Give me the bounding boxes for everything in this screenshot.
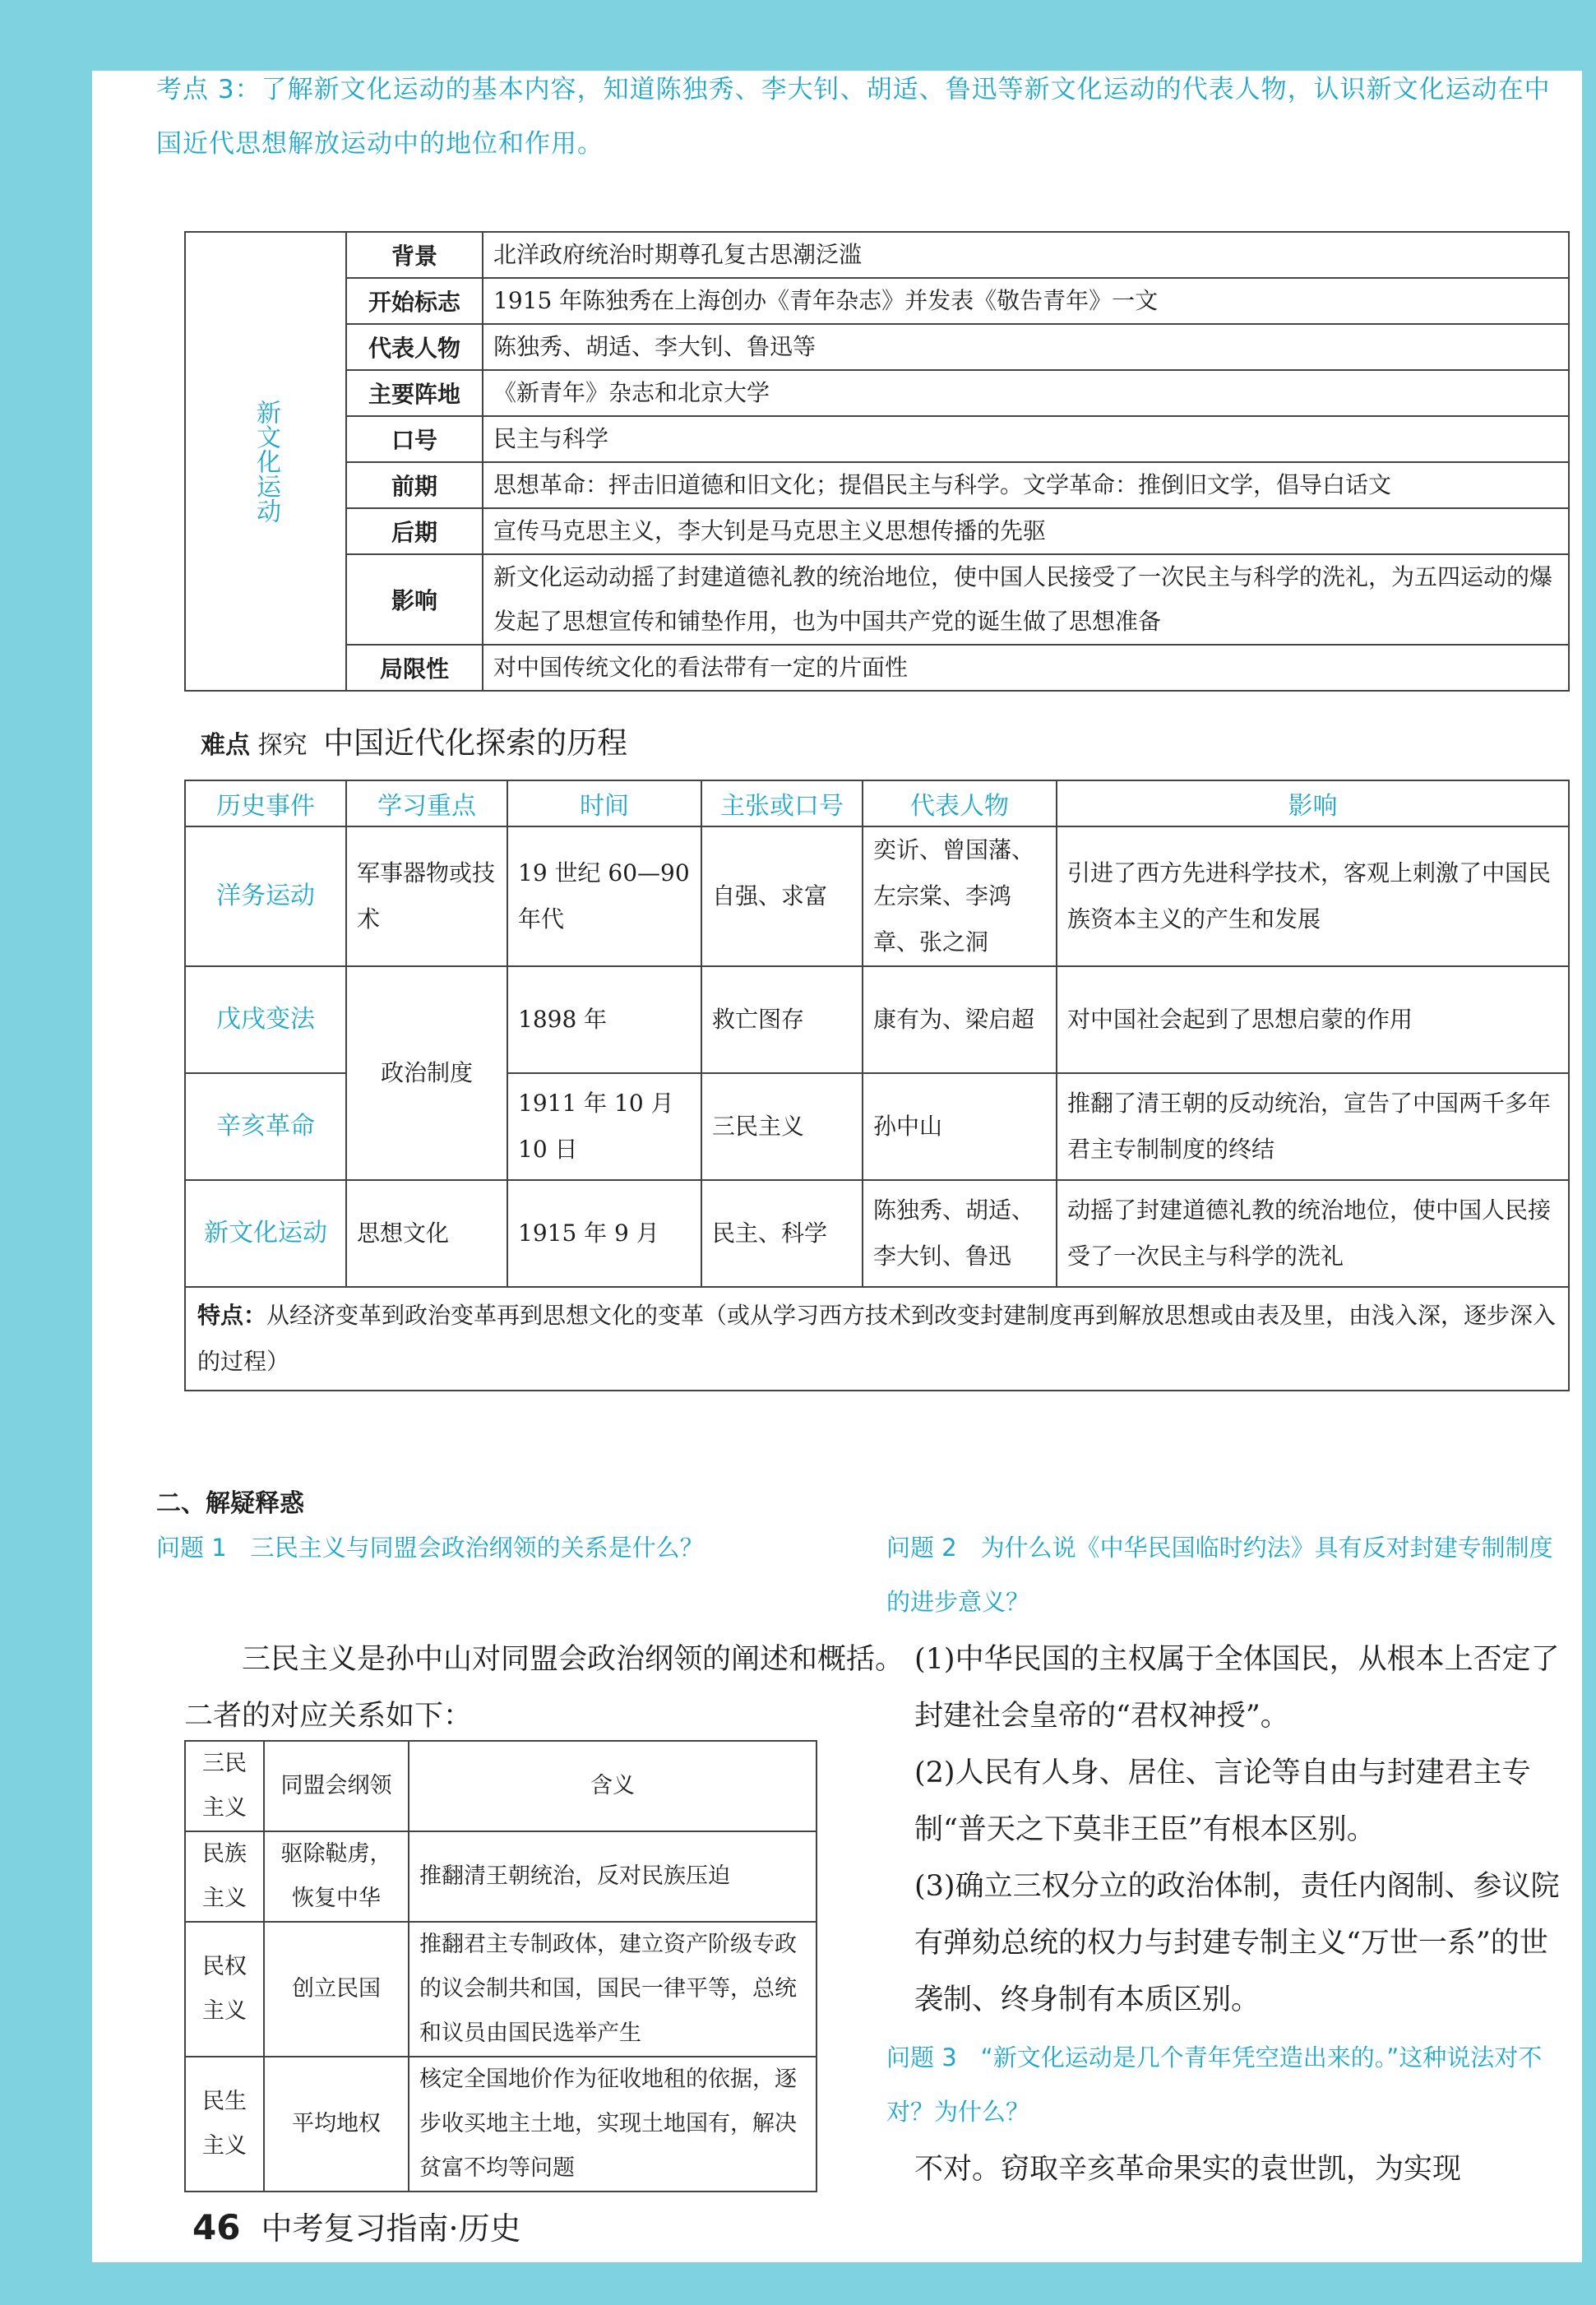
cell: 1898 年 [507, 966, 701, 1073]
col-header: 同盟会纲领 [264, 1741, 409, 1831]
cell: 引进了西方先进科学技术，客观上刺激了中国民族资本主义的产生和发展 [1057, 826, 1569, 966]
row-value: 对中国传统文化的看法带有一定的片面性 [483, 645, 1569, 691]
question-2: 问题 2 为什么说《中华民国临时约法》具有反对封建专制制度的进步意义？ [886, 1534, 1553, 1616]
sanmin-table [184, 1740, 817, 2192]
row-value: 1915 年陈独秀在上海创办《青年杂志》并发表《敬告青年》一文 [483, 278, 1569, 324]
row-key: 影响 [346, 554, 483, 645]
feature-text: 从经济变革到政治变革再到思想文化的变革（或从学习西方技术到改变封建制度再到解放思想或由表及里，由浅入深，逐步深入的过程） [197, 1302, 1557, 1375]
question-2-item: (3)确立三权分立的政治体制，责任内阁制、参议院有弹劾总统的权力与封建专制主义“万世一系”的世袭制、终身制有本质区别。 [914, 1870, 1560, 2016]
modernization-table [184, 780, 1570, 1391]
cell: 核定全国地价作为征收地租的依据，逐步收买地主土地，实现土地国有，解决贫富不均等问题 [409, 2057, 817, 2192]
cell: 动摇了封建道德礼教的统治地位，使中国人民接受了一次民主与科学的洗礼 [1057, 1180, 1569, 1287]
cell: 陈独秀、胡适、李大钊、鲁迅 [863, 1180, 1057, 1287]
cell: 1915 年 9 月 [507, 1180, 701, 1287]
col-header: 历史事件 [185, 780, 346, 826]
page-number: 46 [192, 2207, 241, 2247]
cell: 民权主义 [185, 1922, 264, 2057]
row-value: 陈独秀、胡适、李大钊、鲁迅等 [483, 324, 1569, 370]
page [92, 71, 1582, 2262]
cell: 推翻了清王朝的反动统治，宣告了中国两千多年君主专制制度的终结 [1057, 1073, 1569, 1180]
cell: 三民主义 [701, 1073, 863, 1180]
cell: 思想文化 [346, 1180, 507, 1287]
event-name: 辛亥革命 [185, 1073, 346, 1180]
cell: 奕䜣、曾国藩、左宗棠、李鸿章、张之洞 [863, 826, 1057, 966]
page-footer [192, 2203, 521, 2248]
col-header: 含义 [409, 1741, 817, 1831]
table-side-label: 新文化运动 [185, 232, 346, 691]
row-key: 局限性 [346, 645, 483, 691]
row-value: 宣传马克思主义，李大钊是马克思主义思想传播的先驱 [483, 508, 1569, 554]
col-header: 学习重点 [346, 780, 507, 826]
col-header: 主张或口号 [701, 780, 863, 826]
cell: 康有为、梁启超 [863, 966, 1057, 1073]
row-key: 口号 [346, 416, 483, 462]
cell: 救亡图存 [701, 966, 863, 1073]
row-key: 代表人物 [346, 324, 483, 370]
nandian-heading [201, 718, 627, 762]
row-value: 新文化运动动摇了封建道德礼教的统治地位，使中国人民接受了一次民主与科学的洗礼，为五四运动的爆发起了思想宣传和铺垫作用，也为中国共产党的诞生做了思想准备 [483, 554, 1569, 645]
row-key: 开始标志 [346, 278, 483, 324]
cell: 平均地权 [264, 2057, 409, 2192]
book-title: 中考复习指南·历史 [261, 2210, 521, 2247]
new-culture-table [184, 231, 1570, 692]
col-header: 影响 [1057, 780, 1569, 826]
row-key: 背景 [346, 232, 483, 278]
event-name: 新文化运动 [185, 1180, 346, 1287]
section-heading: 二、解疑释惑 [156, 1489, 304, 1518]
cell: 19 世纪 60—90 年代 [507, 826, 701, 966]
cell: 军事器物或技术 [346, 826, 507, 966]
col-header: 代表人物 [863, 780, 1057, 826]
cell: 对中国社会起到了思想启蒙的作用 [1057, 966, 1569, 1073]
cell: 民主、科学 [701, 1180, 863, 1287]
cell: 创立民国 [264, 1922, 409, 2057]
row-value: 思想革命：抨击旧道德和旧文化；提倡民主与科学。文学革命：推倒旧文学，倡导白话文 [483, 462, 1569, 508]
event-name: 洋务运动 [185, 826, 346, 966]
question-3-answer: 不对。窃取辛亥革命果实的袁世凯，为实现 [914, 2153, 1462, 2186]
col-header: 三民主义 [185, 1741, 264, 1831]
nandian-tag: 探究 [257, 731, 308, 760]
question-1: 问题 1 三民主义与同盟会政治纲领的关系是什么？ [156, 1534, 704, 1562]
row-value: 民主与科学 [483, 416, 1569, 462]
feature-label: 特点： [197, 1302, 267, 1329]
row-value: 《新青年》杂志和北京大学 [483, 370, 1569, 416]
question-3: 问题 3 “新文化运动是几个青年凭空造出来的。”这种说法对不对？为什么？ [886, 2043, 1543, 2126]
cell: 政治制度 [346, 966, 507, 1180]
nandian-title: 中国近代化探索的历程 [323, 725, 628, 761]
cell: 驱除鞑虏，恢复中华 [264, 1831, 409, 1922]
row-key: 主要阵地 [346, 370, 483, 416]
feature-row [185, 1287, 1569, 1391]
event-name: 戊戌变法 [185, 966, 346, 1073]
question-2-item: (2)人民有人身、居住、言论等自由与封建君主专制“普天之下莫非王臣”有根本区别。 [914, 1757, 1531, 1846]
row-value: 北洋政府统治时期尊孔复古思潮泛滥 [483, 232, 1569, 278]
cell: 自强、求富 [701, 826, 863, 966]
cell: 孙中山 [863, 1073, 1057, 1180]
nandian-label: 难点 [201, 731, 250, 760]
question-1-text: 三民主义是孙中山对同盟会政治纲领的阐述和概括。二者的对应关系如下： [184, 1643, 904, 1733]
cell: 推翻君主专制政体，建立资产阶级专政的议会制共和国，国民一律平等，总统和议员由国民选举产生 [409, 1922, 817, 2057]
row-key: 后期 [346, 508, 483, 554]
cell: 民生主义 [185, 2057, 264, 2192]
question-2-item: (1)中华民国的主权属于全体国民，从根本上否定了封建社会皇帝的“君权神授”。 [914, 1643, 1560, 1733]
cell: 推翻清王朝统治，反对民族压迫 [409, 1831, 817, 1922]
col-header: 时间 [507, 780, 701, 826]
cell: 1911 年 10 月 10 日 [507, 1073, 701, 1180]
cell: 民族主义 [185, 1831, 264, 1922]
kaodian-text: 考点 3：了解新文化运动的基本内容，知道陈独秀、李大钊、胡适、鲁迅等新文化运动的代表人物，认识新文化运动在中国近代思想解放运动中的地位和作用。 [156, 75, 1551, 159]
row-key: 前期 [346, 462, 483, 508]
